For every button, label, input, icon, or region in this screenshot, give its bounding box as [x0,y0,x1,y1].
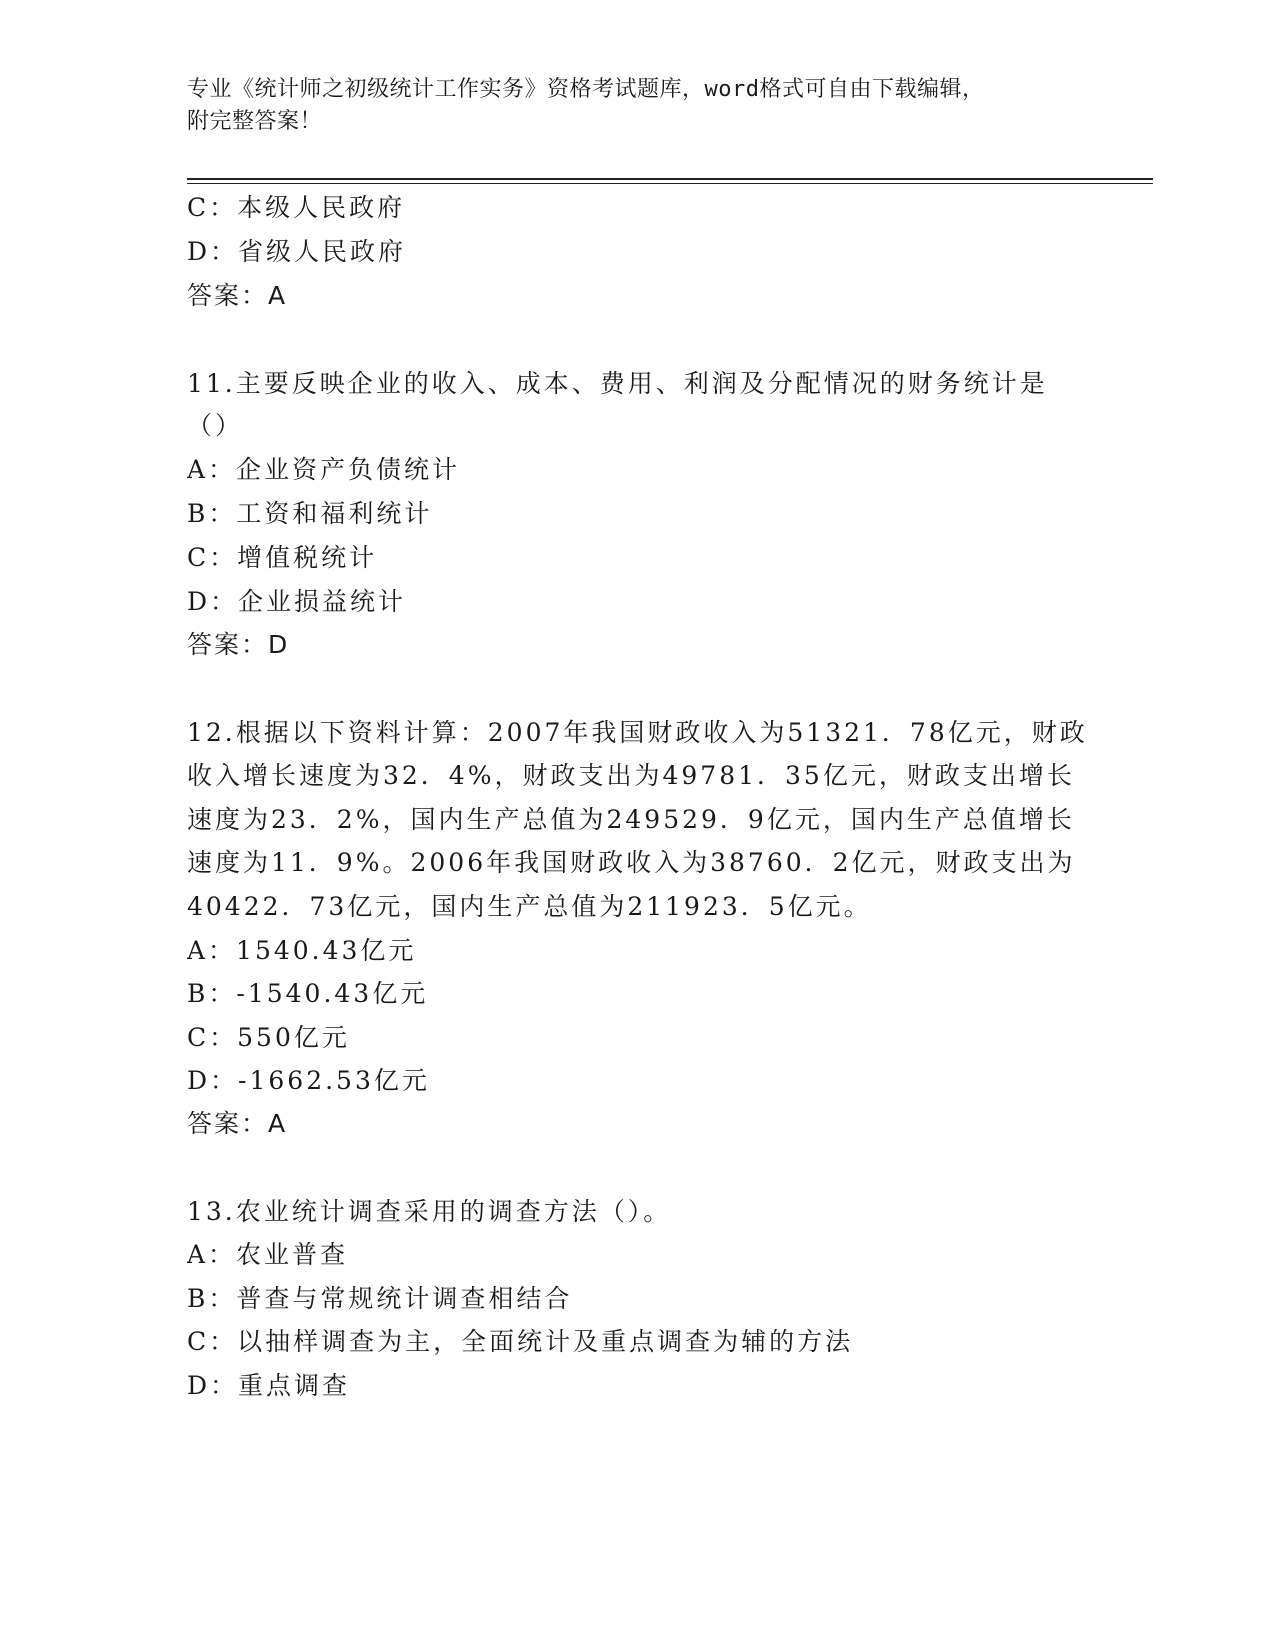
q11-option-c: C：增值税统计 [187,543,378,572]
q13-option-a: A：农业普查 [187,1240,349,1269]
q12-stem-line-5: 40422．73亿元，国内生产总值为211923．5亿元。 [187,892,872,921]
header-line-2: 附完整答案！ [187,109,323,134]
q12-stem-line-3: 速度为23．2%，国内生产总值为249529．9亿元，国内生产总值增长 [187,805,1075,834]
q11-option-d: D：企业损益统计 [187,587,407,616]
q10-option-d: D：省级人民政府 [187,237,407,266]
q10-option-c: C：本级人民政府 [187,193,406,222]
q10-answer: 答案：A [187,281,288,310]
q12-stem-line-4: 速度为11．9%。2006年我国财政收入为38760．2亿元，财政支出为 [187,848,1076,877]
q12-option-b: B：-1540.43亿元 [187,979,429,1008]
q13-option-d: D：重点调查 [187,1371,351,1400]
header-line-1: 专业《统计师之初级统计工作实务》资格考试题库，word格式可自由下载编辑， [187,77,985,102]
q11-stem-line-1: 11.主要反映企业的收入、成本、费用、利润及分配情况的财务统计是 [187,369,1048,398]
q11-option-b: B：工资和福利统计 [187,499,433,528]
q13-option-b: B：普查与常规统计调查相结合 [187,1284,573,1313]
q12-stem-line-2: 收入增长速度为32．4%，财政支出为49781．35亿元，财政支出增长 [187,761,1075,790]
q12-answer: 答案：A [187,1109,288,1138]
q11-answer: 答案：D [187,630,290,659]
q11-stem-line-2: （） [187,411,244,440]
q12-stem-line-1: 12.根据以下资料计算：2007年我国财政收入为51321．78亿元，财政 [187,718,1088,747]
header-divider-thick [187,178,1153,180]
q12-option-a: A：1540.43亿元 [187,936,417,965]
q11-option-a: A：企业资产负债统计 [187,455,461,484]
header-divider-thin [187,183,1153,184]
q13-option-c: C：以抽样调查为主，全面统计及重点调查为辅的方法 [187,1327,854,1356]
q13-stem-line-1: 13.农业统计调查采用的调查方法（）。 [187,1197,672,1226]
q12-option-c: C：550亿元 [187,1023,350,1052]
document-header [187,74,1087,138]
q12-option-d: D：-1662.53亿元 [187,1066,430,1095]
